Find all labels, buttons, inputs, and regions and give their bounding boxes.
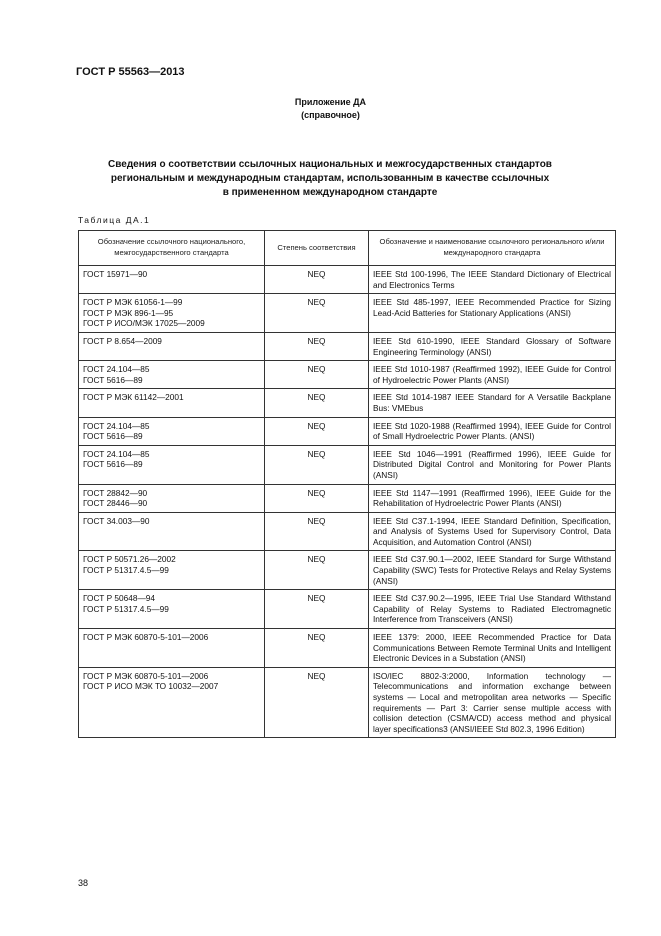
international-standard-cell: IEEE Std 485-1997, IEEE Recommended Practice for Sizing Lead-Acid Batteries for Stationary Applications (ANSI)	[369, 294, 616, 333]
international-standard-cell: IEEE Std 610-1990, IEEE Standard Glossary of Software Engineering Terminology (ANSI)	[369, 332, 616, 360]
degree-cell: NEQ	[265, 389, 369, 417]
international-standard-cell: IEEE Std 1147—1991 (Reaffirmed 1996), IEEE Guide for the Rehabilitation of Hydroelectric Power Plants (ANSI)	[369, 484, 616, 512]
national-standard-cell	[79, 417, 265, 445]
national-standard-cell	[79, 389, 265, 417]
national-standard-code: ГОСТ 15971—90	[83, 269, 148, 279]
national-standard-cell	[79, 667, 265, 738]
national-standard-code: ГОСТ Р ИСО/МЭК 17025—2009	[83, 318, 205, 329]
degree-cell: NEQ	[265, 445, 369, 484]
column-header-degree: Степень соответствия	[265, 231, 369, 266]
national-standard-code: ГОСТ Р ИСО МЭК ТО 10032—2007	[83, 681, 219, 692]
degree-cell: NEQ	[265, 667, 369, 738]
table-row	[79, 332, 616, 360]
international-standard-cell: IEEE Std 1014-1987 IEEE Standard for A Versatile Backplane Bus: VMEbus	[369, 389, 616, 417]
national-standard-code: ГОСТ Р МЭК 60870-5-101—2006	[83, 632, 209, 643]
table-body	[79, 266, 616, 738]
table-row	[79, 389, 616, 417]
table-row	[79, 294, 616, 333]
national-standard-code: ГОСТ Р МЭК 61142—2001	[83, 392, 184, 403]
international-standard-cell: IEEE Std 100-1996, The IEEE Standard Dictionary of Electrical and Electronics Terms	[369, 266, 616, 294]
table-row	[79, 512, 616, 551]
table-row	[79, 445, 616, 484]
national-standard-cell	[79, 629, 265, 668]
national-standard-cell	[79, 332, 265, 360]
national-standard-cell	[79, 551, 265, 590]
degree-cell: NEQ	[265, 266, 369, 294]
national-standard-cell	[79, 512, 265, 551]
table-row	[79, 266, 616, 294]
national-standard-code: ГОСТ Р МЭК 61056-1—99	[83, 297, 183, 308]
annex-subtitle: (справочное)	[301, 110, 360, 120]
national-standard-code: ГОСТ 5616—89	[83, 459, 143, 470]
international-standard-cell: IEEE Std C37.90.2—1995, IEEE Trial Use Standard Withstand Capability of Relay Systems to Radiated Electromagnetic Interference from Transceivers (ANSI)	[369, 590, 616, 629]
national-standard-code: ГОСТ 24.104—85	[83, 364, 150, 375]
national-standard-code: ГОСТ Р МЭК 896-1—95	[83, 307, 174, 318]
national-standard-code: ГОСТ 24.104—85	[83, 420, 150, 431]
national-standard-code: ГОСТ 34.003—90	[83, 515, 150, 526]
national-standard-cell	[79, 445, 265, 484]
annex-title: Приложение ДА	[294, 97, 367, 107]
national-standard-code: ГОСТ 28446—90	[83, 498, 148, 509]
national-standard-code: ГОСТ Р 50648—94	[83, 593, 156, 604]
table-row	[79, 629, 616, 668]
international-standard-cell: IEEE Std C37.90.1—2002, IEEE Standard for Surge Withstand Capability (SWC) Tests for Protective Relays and Relay Systems (ANSI)	[369, 551, 616, 590]
degree-cell: NEQ	[265, 294, 369, 333]
column-header-international-standard: Обозначение и наименование ссылочного регионального и/или международного стандарта	[369, 231, 616, 266]
national-standard-cell	[79, 266, 265, 294]
international-standard-cell: IEEE Std 1046—1991 (Reaffirmed 1996), IEEE Guide for Distributed Digital Control and Monitoring for Power Plants (ANSI)	[369, 445, 616, 484]
national-standard-cell	[79, 294, 265, 333]
degree-cell: NEQ	[265, 629, 369, 668]
degree-cell: NEQ	[265, 551, 369, 590]
column-header-national-standard: Обозначение ссылочного национального, межгосударственного стандарта	[79, 231, 265, 266]
degree-cell: NEQ	[265, 590, 369, 629]
national-standard-code: ГОСТ Р 50571.26—2002	[83, 554, 176, 565]
degree-cell: NEQ	[265, 332, 369, 360]
degree-cell: NEQ	[265, 512, 369, 551]
table-row	[79, 361, 616, 389]
national-standard-code: ГОСТ 5616—89	[83, 431, 143, 442]
degree-cell: NEQ	[265, 361, 369, 389]
section-title	[90, 158, 570, 200]
international-standard-cell: IEEE Std 1020-1988 (Reaffirmed 1994), IEEE Guide for Control of Small Hydroelectric Power Plants. (ANSI)	[369, 417, 616, 445]
national-standard-code: ГОСТ Р МЭК 60870-5-101—2006	[83, 670, 209, 681]
national-standard-code: ГОСТ 28842—90	[83, 487, 148, 498]
international-standard-cell: ISO/IEC 8802-3:2000, Information technology — Telecommunications and information exchange between systems — Local and metropolitan area networks — Specific requirements — Part 3: Carrier sense multiple access with collision detection (CSMA/CD) access method and physical layer specifications3 (ANSI/IEEE Std 802.3, 1996 Edition)	[369, 667, 616, 738]
table-header-row	[79, 231, 616, 266]
degree-cell: NEQ	[265, 417, 369, 445]
correspondence-table	[78, 230, 616, 738]
table-row	[79, 667, 616, 738]
table-row	[79, 417, 616, 445]
national-standard-cell	[79, 361, 265, 389]
section-title-line: в примененном международном стандарте	[222, 187, 438, 198]
section-title-line: региональным и международным стандартам, использованным в качестве ссылочных	[110, 173, 550, 184]
national-standard-cell	[79, 484, 265, 512]
national-standard-code: ГОСТ Р 51317.4.5—99	[83, 565, 169, 576]
national-standard-cell	[79, 590, 265, 629]
table-label: Таблица ДА.1	[78, 215, 151, 225]
table-row	[79, 484, 616, 512]
page-number: 38	[78, 878, 89, 888]
national-standard-code: ГОСТ 24.104—85	[83, 448, 150, 459]
table-row	[79, 590, 616, 629]
international-standard-cell: IEEE 1379: 2000, IEEE Recommended Practice for Data Communications Between Remote Terminal Units and Intelligent Electronic Devices in a Substation (ANSI)	[369, 629, 616, 668]
degree-cell: NEQ	[265, 484, 369, 512]
document-code: ГОСТ Р 55563—2013	[76, 66, 185, 78]
national-standard-code: ГОСТ Р 8.654—2009	[83, 335, 162, 346]
national-standard-code: ГОСТ Р 51317.4.5—99	[83, 603, 169, 614]
annex-heading	[0, 96, 661, 122]
international-standard-cell: IEEE Std C37.1-1994, IEEE Standard Definition, Specification, and Analysis of Systems Used for Supervisory Control, Data Acquisition, and Automation Control (ANSI)	[369, 512, 616, 551]
table-row	[79, 551, 616, 590]
section-title-line: Сведения о соответствии ссылочных национальных и межгосударственных стандартов	[108, 159, 552, 170]
international-standard-cell: IEEE Std 1010-1987 (Reaffirmed 1992), IEEE Guide for Control of Hydroelectric Power Plants (ANSI)	[369, 361, 616, 389]
national-standard-code: ГОСТ 5616—89	[83, 374, 143, 385]
